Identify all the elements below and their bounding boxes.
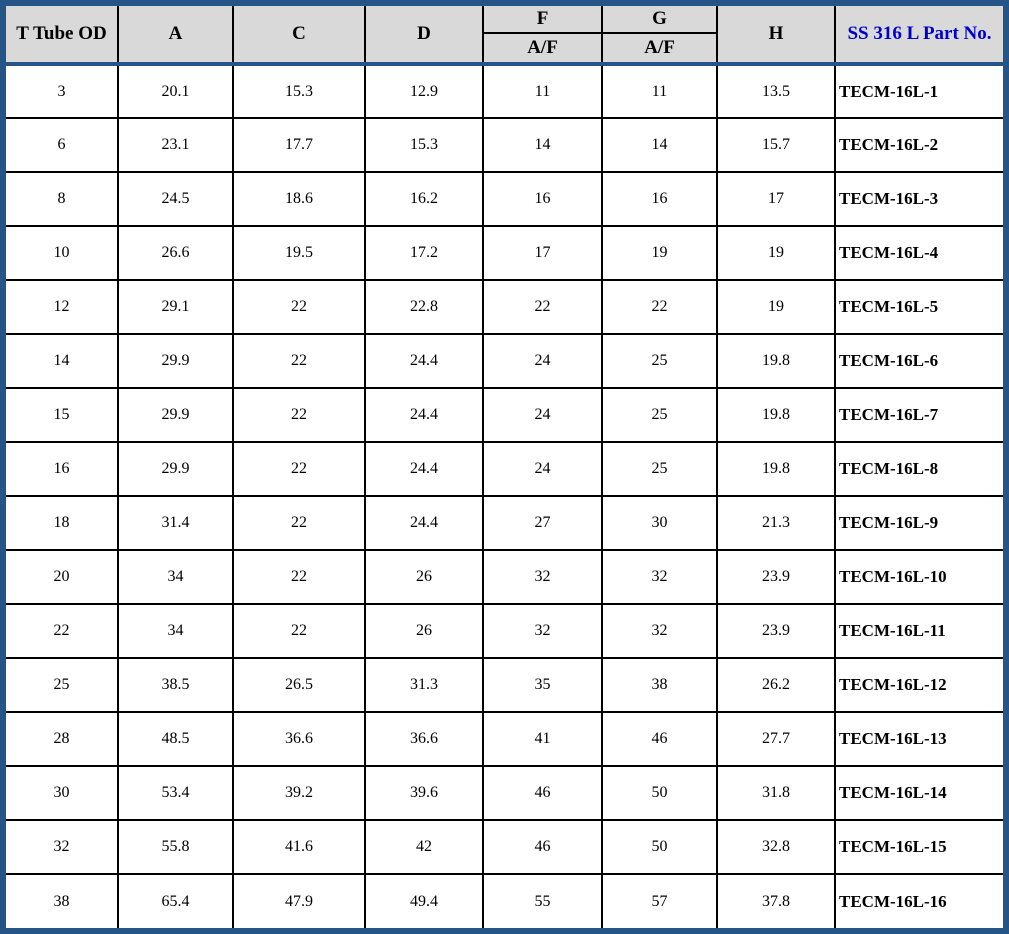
table-header (6, 6, 1003, 64)
dimension-cell: 50 (602, 820, 717, 874)
header-h: H (717, 6, 835, 64)
dimension-cell: 25 (602, 442, 717, 496)
dimension-cell: 34 (118, 604, 233, 658)
dimension-cell: 18.6 (233, 172, 365, 226)
dimension-cell: 24.4 (365, 496, 483, 550)
dimension-cell: 18 (6, 496, 118, 550)
dimension-cell: 38 (602, 658, 717, 712)
dimension-cell: 26.2 (717, 658, 835, 712)
dimension-cell: 12.9 (365, 64, 483, 118)
dimension-cell: 24.5 (118, 172, 233, 226)
dimension-cell: 55.8 (118, 820, 233, 874)
part-no-cell: TECM-16L-10 (835, 550, 1003, 604)
dimension-cell: 32 (6, 820, 118, 874)
table-row (6, 712, 1003, 766)
dimension-cell: 36.6 (365, 712, 483, 766)
part-no-cell: TECM-16L-4 (835, 226, 1003, 280)
dimension-cell: 25 (602, 388, 717, 442)
dimension-cell: 22 (483, 280, 602, 334)
dimension-cell: 10 (6, 226, 118, 280)
dimension-cell: 26 (365, 550, 483, 604)
part-no-cell: TECM-16L-1 (835, 64, 1003, 118)
dimension-cell: 32.8 (717, 820, 835, 874)
dimension-cell: 38 (6, 874, 118, 928)
dimension-cell: 15.3 (365, 118, 483, 172)
part-no-cell: TECM-16L-7 (835, 388, 1003, 442)
part-no-cell: TECM-16L-13 (835, 712, 1003, 766)
table-row (6, 874, 1003, 928)
dimension-cell: 35 (483, 658, 602, 712)
dimension-cell: 22 (233, 442, 365, 496)
dimension-cell: 26.6 (118, 226, 233, 280)
part-no-cell: TECM-16L-2 (835, 118, 1003, 172)
dimension-cell: 34 (118, 550, 233, 604)
table-row (6, 388, 1003, 442)
dimension-cell: 22 (233, 604, 365, 658)
header-a: A (118, 6, 233, 64)
dimension-cell: 3 (6, 64, 118, 118)
part-no-cell: TECM-16L-11 (835, 604, 1003, 658)
dimension-cell: 14 (483, 118, 602, 172)
dimension-cell: 16 (483, 172, 602, 226)
table-row (6, 496, 1003, 550)
dimension-cell: 50 (602, 766, 717, 820)
dimension-cell: 30 (6, 766, 118, 820)
part-no-cell: TECM-16L-15 (835, 820, 1003, 874)
dimension-cell: 47.9 (233, 874, 365, 928)
part-no-cell: TECM-16L-8 (835, 442, 1003, 496)
dimension-cell: 24.4 (365, 388, 483, 442)
header-f-af: A/F (483, 33, 602, 64)
dimension-cell: 15.7 (717, 118, 835, 172)
dimension-cell: 6 (6, 118, 118, 172)
dimension-cell: 27 (483, 496, 602, 550)
dimension-cell: 24 (483, 334, 602, 388)
dimension-cell: 22 (233, 496, 365, 550)
dimension-cell: 17.7 (233, 118, 365, 172)
dimension-cell: 22 (233, 550, 365, 604)
dimension-cell: 19.8 (717, 388, 835, 442)
part-no-cell: TECM-16L-16 (835, 874, 1003, 928)
header-g: G (602, 6, 717, 33)
dimension-cell: 37.8 (717, 874, 835, 928)
dimension-cell: 19 (717, 280, 835, 334)
dimension-cell: 31.8 (717, 766, 835, 820)
part-no-cell: TECM-16L-12 (835, 658, 1003, 712)
dimension-cell: 12 (6, 280, 118, 334)
dimension-cell: 42 (365, 820, 483, 874)
dimension-cell: 21.3 (717, 496, 835, 550)
dimension-cell: 39.2 (233, 766, 365, 820)
header-tube-od: T Tube OD (6, 6, 118, 64)
dimension-cell: 17 (483, 226, 602, 280)
table-row (6, 64, 1003, 118)
dimension-cell: 19.8 (717, 334, 835, 388)
dimension-cell: 36.6 (233, 712, 365, 766)
dimension-cell: 38.5 (118, 658, 233, 712)
dimension-cell: 28 (6, 712, 118, 766)
table-row (6, 334, 1003, 388)
dimension-cell: 19.5 (233, 226, 365, 280)
dimension-cell: 57 (602, 874, 717, 928)
dimension-cell: 16 (602, 172, 717, 226)
dimension-table (6, 6, 1003, 928)
dimension-cell: 19 (717, 226, 835, 280)
dimension-cell: 26.5 (233, 658, 365, 712)
part-no-cell: TECM-16L-6 (835, 334, 1003, 388)
table-row (6, 226, 1003, 280)
dimension-cell: 46 (602, 712, 717, 766)
dimension-cell: 23.1 (118, 118, 233, 172)
table-body (6, 64, 1003, 928)
dimension-cell: 23.9 (717, 550, 835, 604)
dimension-cell: 22 (6, 604, 118, 658)
dimension-cell: 11 (483, 64, 602, 118)
dimension-cell: 23.9 (717, 604, 835, 658)
dimension-cell: 27.7 (717, 712, 835, 766)
dimension-cell: 29.9 (118, 388, 233, 442)
dimension-cell: 29.9 (118, 334, 233, 388)
dimension-cell: 13.5 (717, 64, 835, 118)
table-row (6, 604, 1003, 658)
dimension-cell: 55 (483, 874, 602, 928)
dimension-cell: 24 (483, 442, 602, 496)
dimension-cell: 31.3 (365, 658, 483, 712)
dimension-cell: 41 (483, 712, 602, 766)
dimension-cell: 14 (6, 334, 118, 388)
dimension-cell: 15 (6, 388, 118, 442)
dimension-cell: 30 (602, 496, 717, 550)
part-no-cell: TECM-16L-9 (835, 496, 1003, 550)
dimension-cell: 22 (233, 334, 365, 388)
header-g-af: A/F (602, 33, 717, 64)
dimension-cell: 25 (6, 658, 118, 712)
dimension-cell: 65.4 (118, 874, 233, 928)
dimension-cell: 24.4 (365, 334, 483, 388)
header-f: F (483, 6, 602, 33)
header-row-main (6, 6, 1003, 33)
dimension-cell: 32 (483, 550, 602, 604)
dimension-cell: 39.6 (365, 766, 483, 820)
dimension-cell: 32 (602, 604, 717, 658)
dimension-cell: 22 (233, 388, 365, 442)
dimension-cell: 32 (602, 550, 717, 604)
dimension-cell: 24 (483, 388, 602, 442)
dimension-cell: 31.4 (118, 496, 233, 550)
dimension-cell: 48.5 (118, 712, 233, 766)
dimension-cell: 8 (6, 172, 118, 226)
table-row (6, 280, 1003, 334)
dimension-cell: 22 (233, 280, 365, 334)
header-part-no: SS 316 L Part No. (835, 6, 1003, 64)
dimension-cell: 49.4 (365, 874, 483, 928)
part-no-cell: TECM-16L-5 (835, 280, 1003, 334)
dimension-cell: 19.8 (717, 442, 835, 496)
dimension-cell: 25 (602, 334, 717, 388)
table-row (6, 172, 1003, 226)
dimension-cell: 19 (602, 226, 717, 280)
dimension-cell: 20.1 (118, 64, 233, 118)
dimension-cell: 29.1 (118, 280, 233, 334)
dimension-cell: 32 (483, 604, 602, 658)
part-no-cell: TECM-16L-14 (835, 766, 1003, 820)
dimension-cell: 46 (483, 820, 602, 874)
dimension-cell: 11 (602, 64, 717, 118)
header-c: C (233, 6, 365, 64)
dimension-cell: 29.9 (118, 442, 233, 496)
dimension-cell: 17 (717, 172, 835, 226)
dimension-cell: 41.6 (233, 820, 365, 874)
table-row (6, 820, 1003, 874)
dimension-cell: 15.3 (233, 64, 365, 118)
dimension-cell: 16.2 (365, 172, 483, 226)
dimension-cell: 22.8 (365, 280, 483, 334)
table-row (6, 442, 1003, 496)
table-row (6, 118, 1003, 172)
table-row (6, 550, 1003, 604)
dimension-cell: 17.2 (365, 226, 483, 280)
dimension-cell: 22 (602, 280, 717, 334)
header-d: D (365, 6, 483, 64)
dimension-cell: 16 (6, 442, 118, 496)
table-row (6, 658, 1003, 712)
dimension-cell: 46 (483, 766, 602, 820)
dimension-cell: 53.4 (118, 766, 233, 820)
dimension-cell: 20 (6, 550, 118, 604)
table-row (6, 766, 1003, 820)
part-no-cell: TECM-16L-3 (835, 172, 1003, 226)
dimension-cell: 24.4 (365, 442, 483, 496)
dimension-cell: 14 (602, 118, 717, 172)
dimension-cell: 26 (365, 604, 483, 658)
